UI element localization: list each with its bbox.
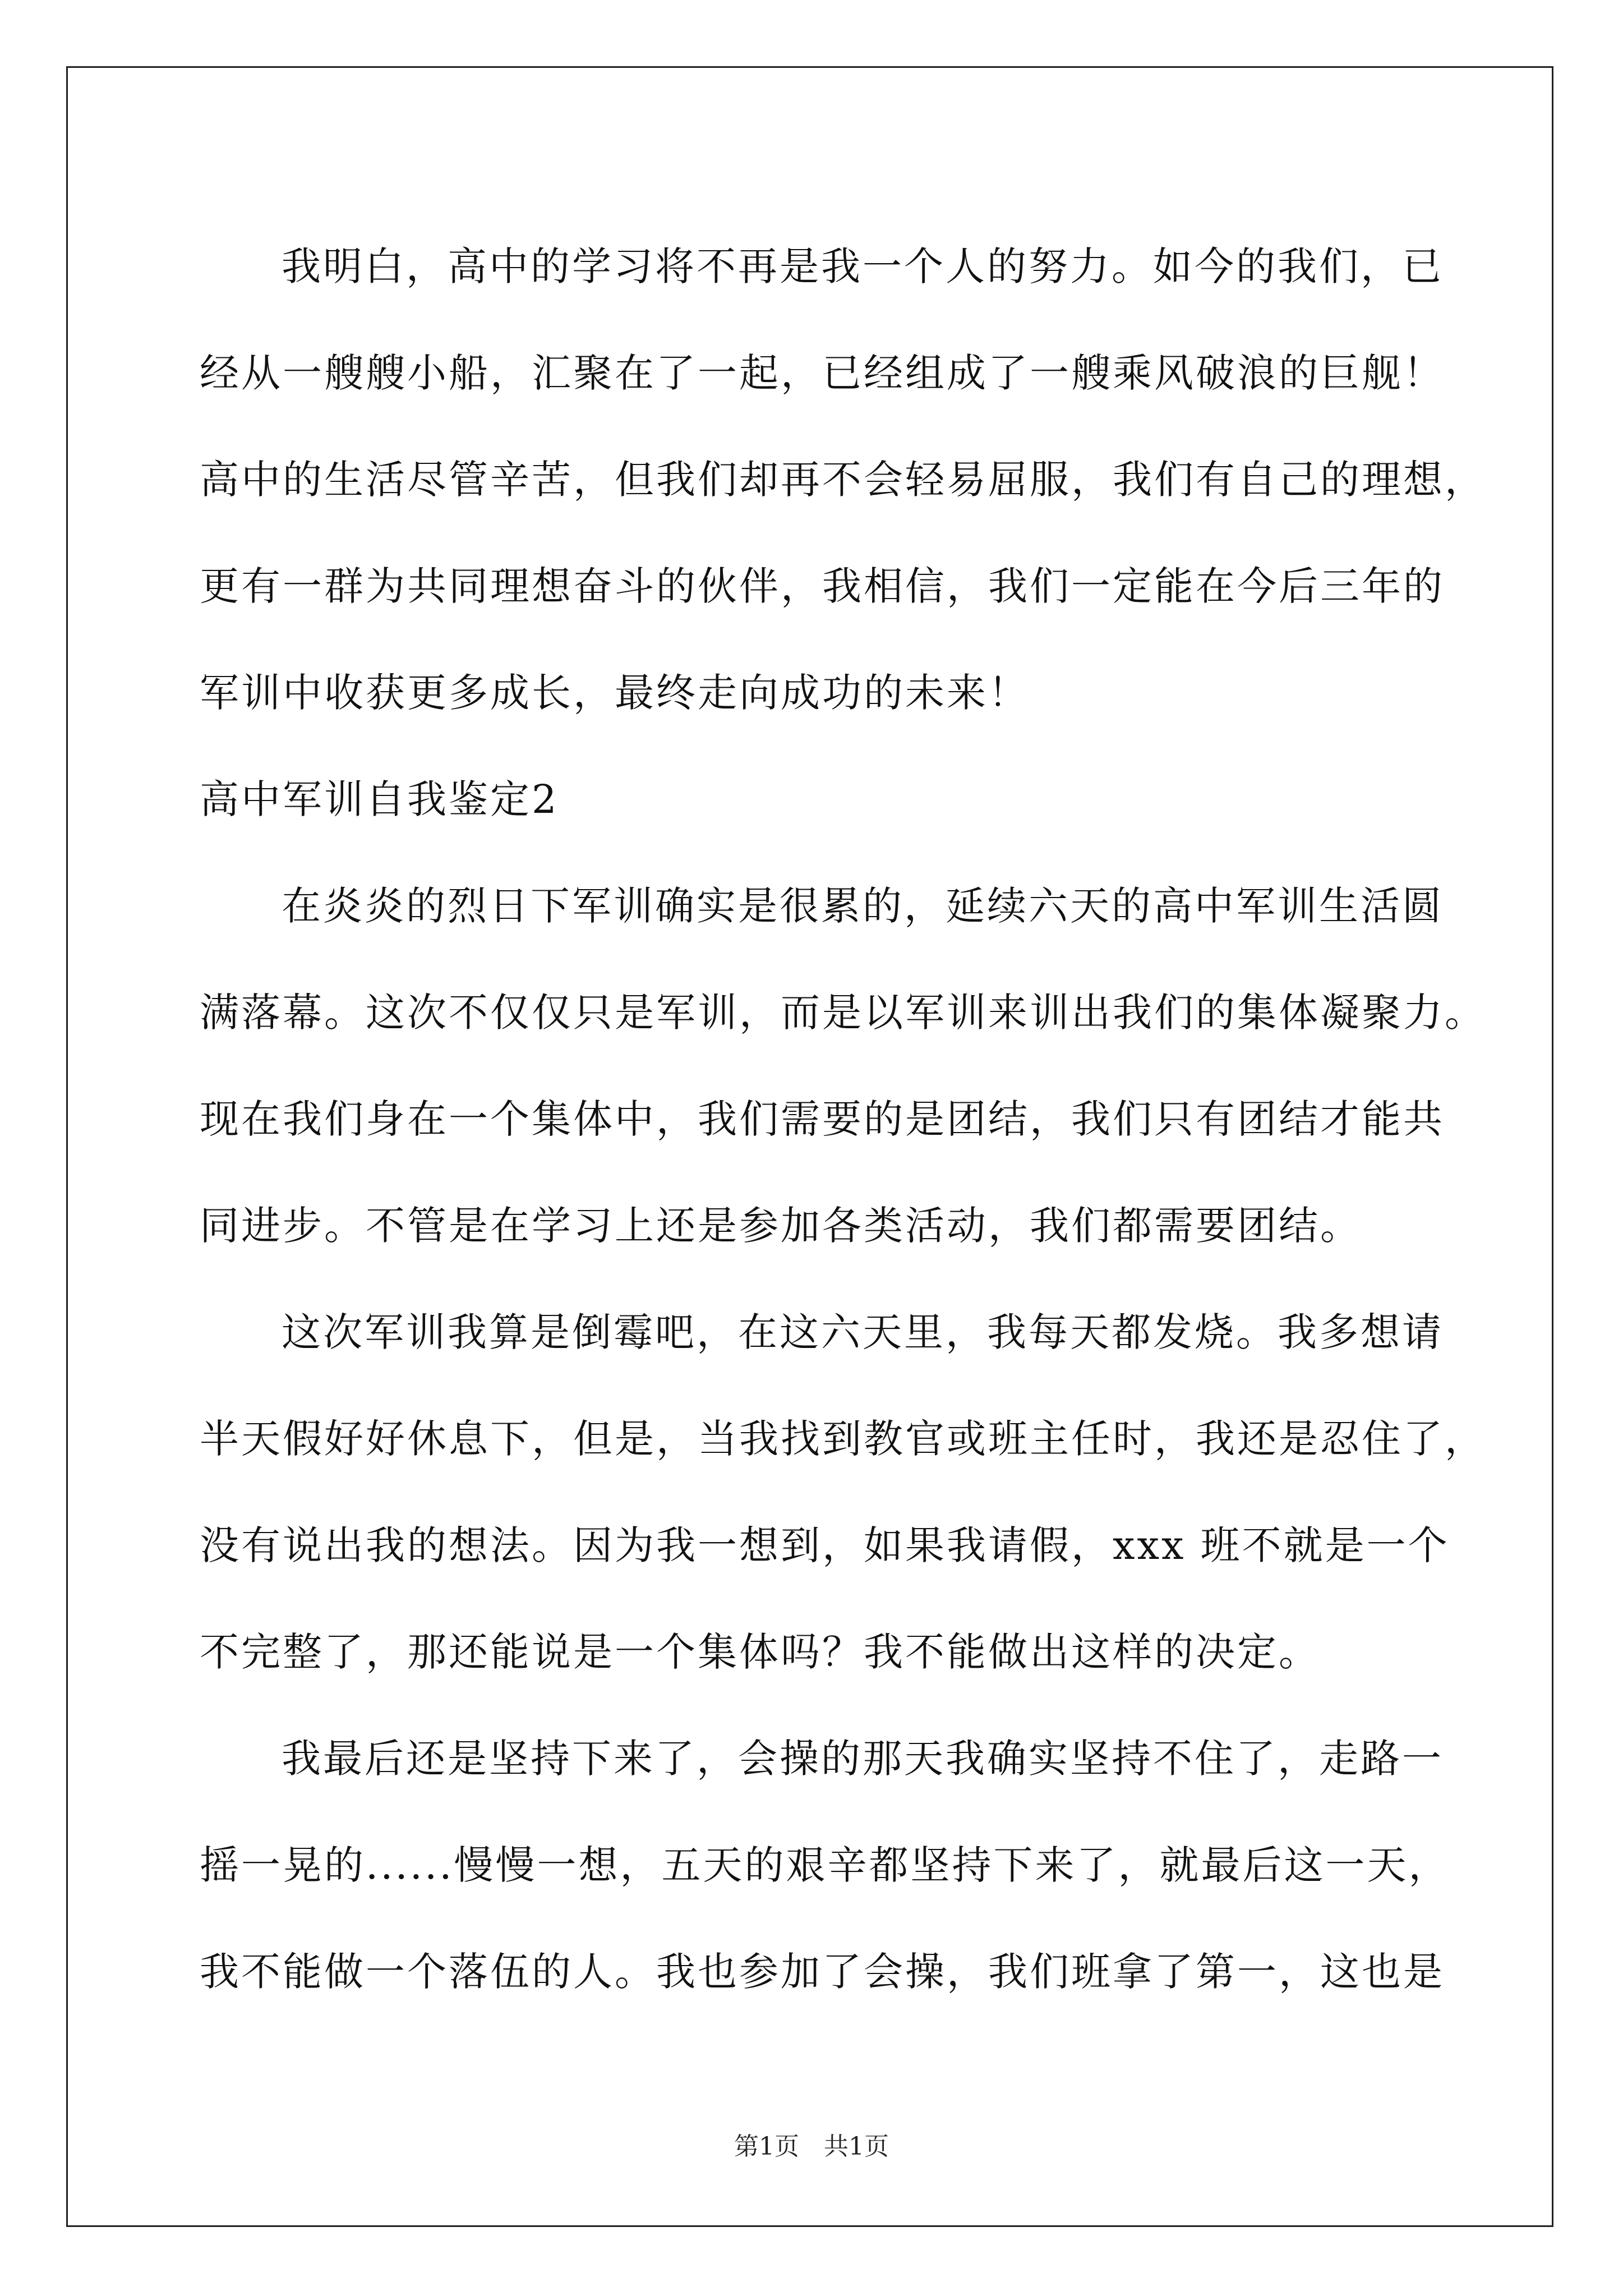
text-line: 不完整了，那还能说是一个集体吗？我不能做出这样的决定。 [200,1629,1320,1675]
text-line: 同进步。不管是在学习上还是参加各类活动，我们都需要团结。 [200,1203,1362,1249]
text-line: 在炎炎的烈日下军训确实是很累的，延续六天的高中军训生活圆 [282,883,1444,929]
text-line: 半天假好好休息下，但是，当我找到教官或班主任时，我还是忍住了， [200,1416,1486,1462]
text-line: 更有一群为共同理想奋斗的伙伴，我相信，我们一定能在今后三年的 [200,563,1445,609]
text-line: 我不能做一个落伍的人。我也参加了会操，我们班拿了第一，这也是 [200,1949,1445,1995]
section-heading: 高中军训自我鉴定2 [200,776,559,822]
text-line: 这次军训我算是倒霉吧，在这六天里，我每天都发烧。我多想请 [282,1309,1444,1355]
text-line: 现在我们身在一个集体中，我们需要的是团结，我们只有团结才能共 [200,1096,1445,1142]
text-line: 军训中收获更多成长，最终走向成功的未来！ [200,670,1030,716]
text-line: 摇一晃的......慢慢一想，五天的艰辛都坚持下来了，就最后这一天， [200,1842,1450,1888]
text-line: 我最后还是坚持下来了，会操的那天我确实坚持不住了，走路一 [282,1736,1444,1782]
text-line: 高中的生活尽管辛苦，但我们却再不会轻易屈服，我们有自己的理想， [200,457,1486,503]
text-line: 我明白，高中的学习将不再是我一个人的努力。如今的我们，已 [282,243,1444,289]
document-body [200,213,1486,2025]
text-line: 满落幕。这次不仅仅只是军训，而是以军训来训出我们的集体凝聚力。 [200,990,1486,1036]
page-footer: 第1页 共1页 [734,2132,889,2161]
text-line: 经从一艘艘小船，汇聚在了一起，已经组成了一艘乘风破浪的巨舰！ [200,350,1445,396]
text-line: 没有说出我的想法。因为我一想到，如果我请假，xxx 班不就是一个 [200,1522,1450,1568]
